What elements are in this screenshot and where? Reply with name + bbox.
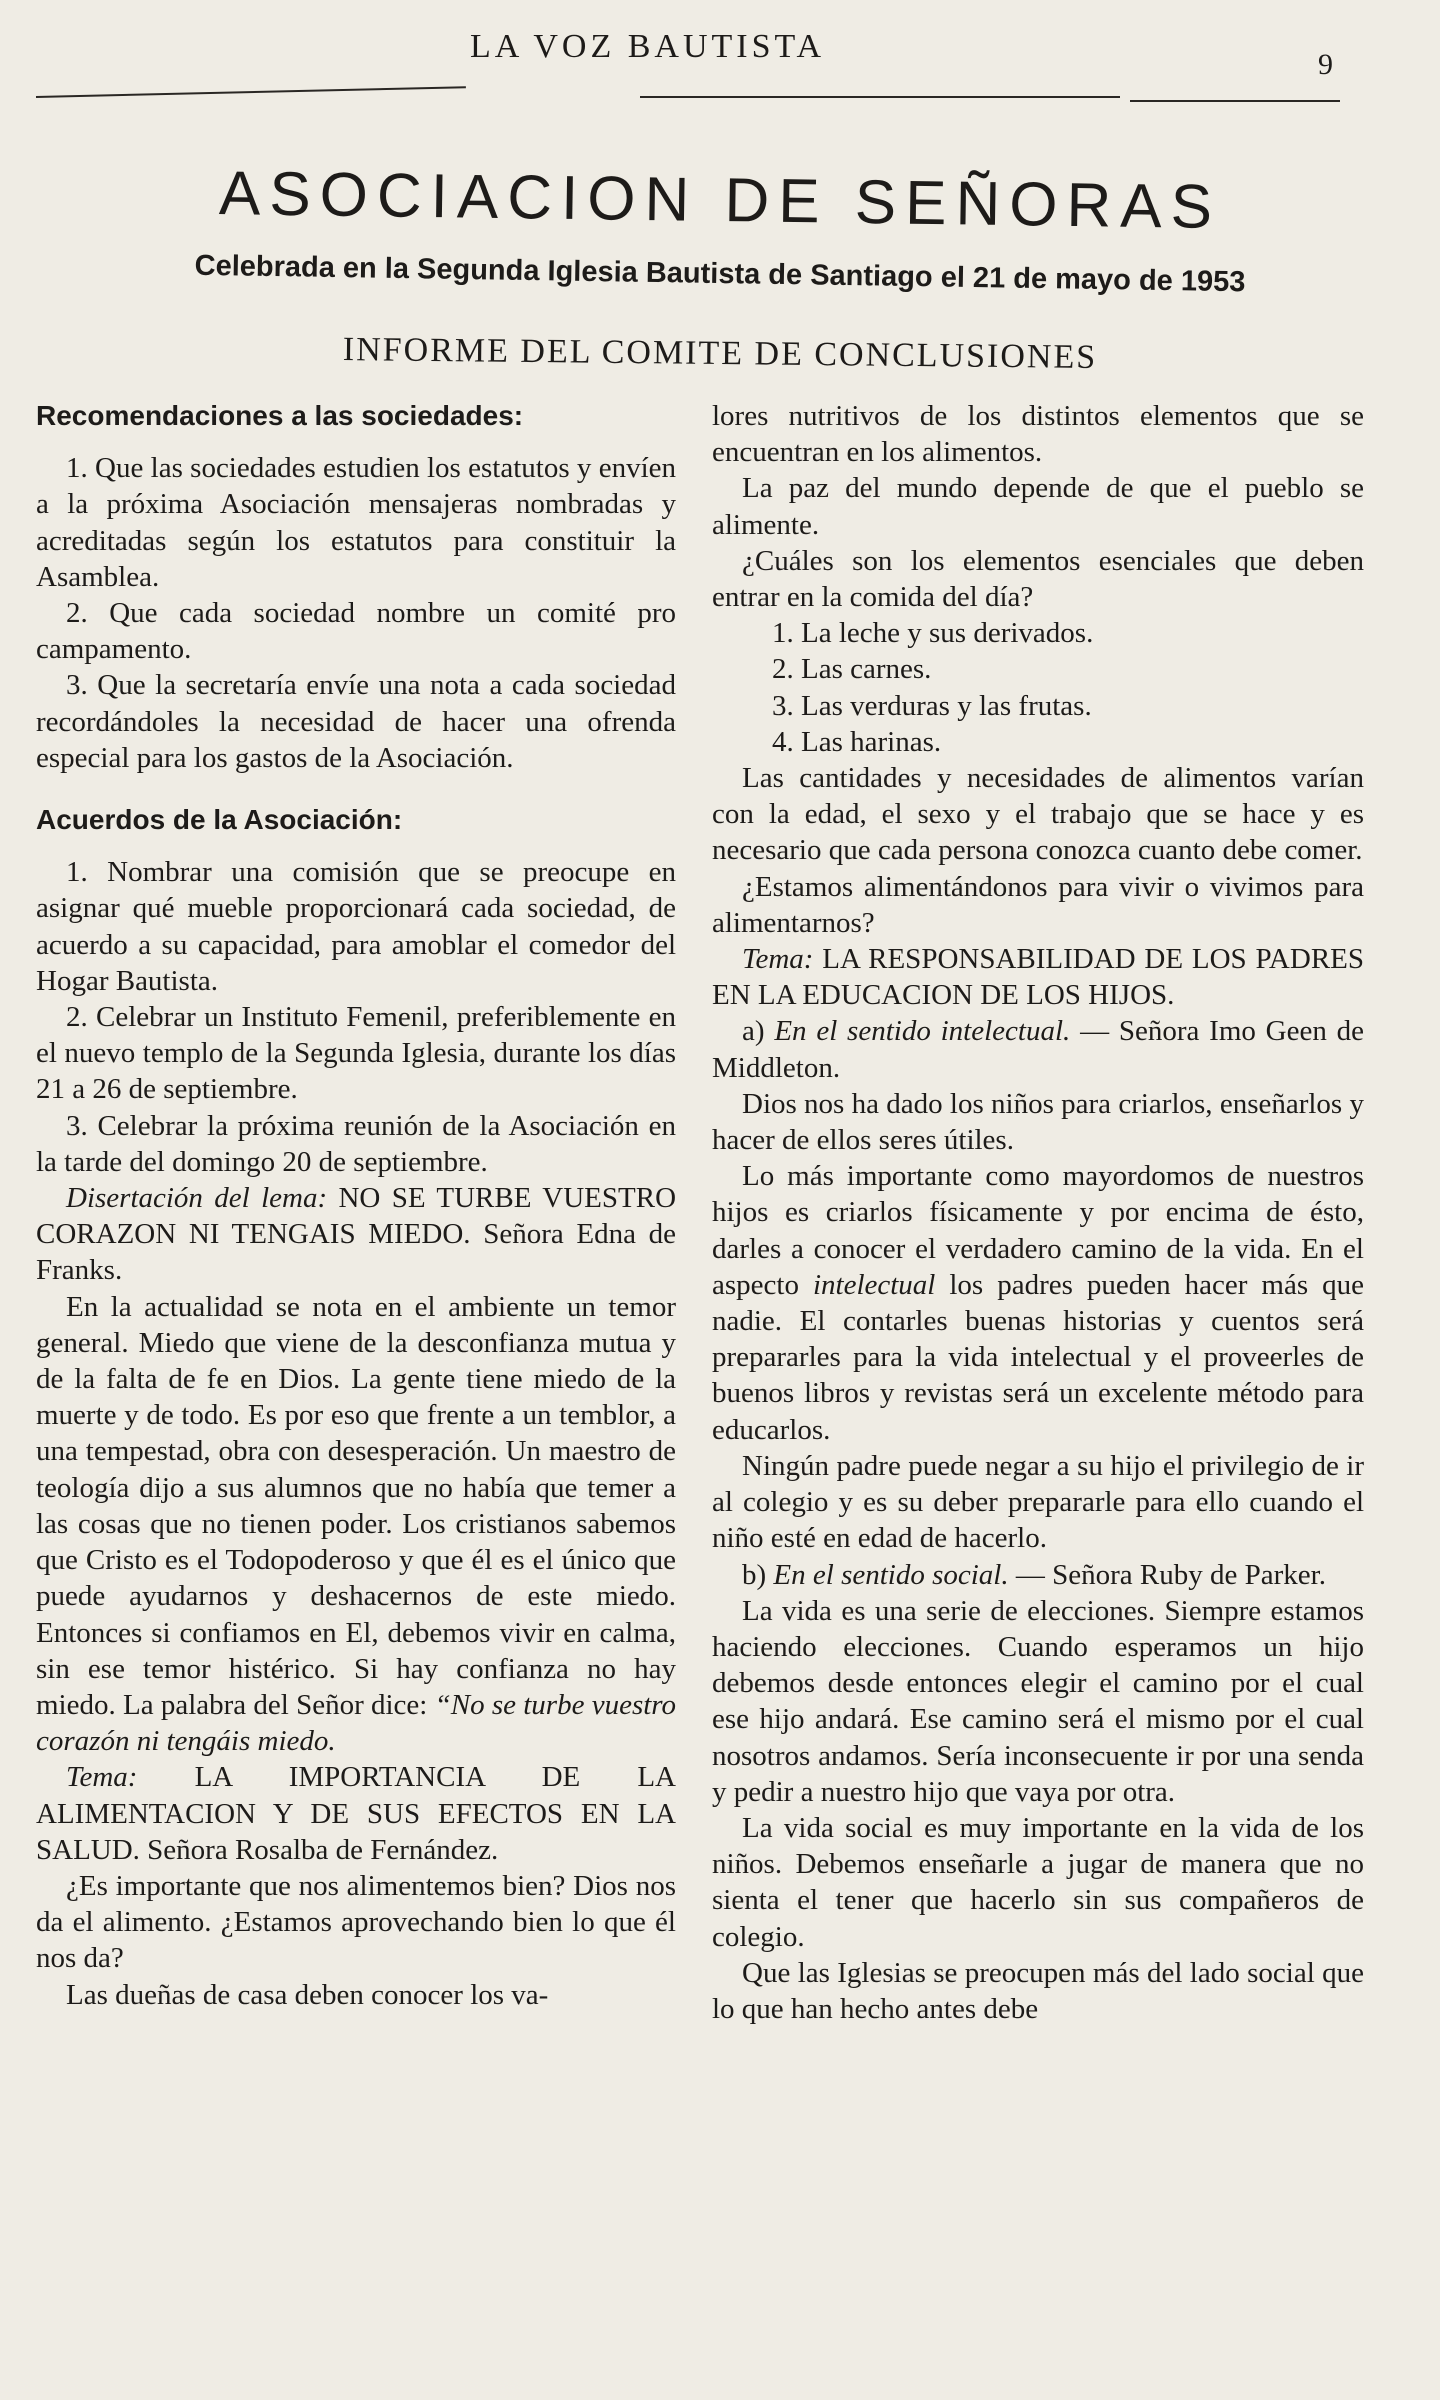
nutrition-paragraph-1: ¿Es importante que nos alimentemos bien? Dios nos da el alimento. ¿Estamos aprovechando bien lo que él nos da? xyxy=(36,1869,676,1975)
dissertation-body xyxy=(36,1289,676,1760)
dissertation-text: En la actualidad se nota en el ambiente un temor general. Miedo que viene de la desconfianza mutua y de la falta de fe en Dios. La gente tiene miedo de la muerte y de todo. Es por eso que frente a un temblor, a una tempestad, obra con desesperación. Un maestro de teología dijo a sus alumnos que no había que temer a las cosas que no tienen poder. Los cristianos sabemos que Cristo es el Todopoderoso y que él es el único que puede ayudarnos y deshacernos de este miedo. Entonces si confiamos en El, debemos vivir en calma, sin ese temor histérico. Si hay confianza no hay miedo. La palabra del Señor dice: xyxy=(36,1290,676,1721)
header-rule-right xyxy=(1130,100,1340,102)
intellectual-sense-marker: a) xyxy=(742,1015,765,1048)
dissertation-quote: “No se turbe vuestro corazón ni tengáis miedo. xyxy=(36,1688,676,1758)
essential-elements-question: ¿Cuáles son los elementos esenciales que deben entrar en la comida del día? xyxy=(712,544,1364,614)
social-paragraph-3: Que las Iglesias se preocupen más del lado social que lo que han hecho antes debe xyxy=(712,1956,1364,2025)
masthead: LA VOZ BAUTISTA xyxy=(470,28,826,65)
nutrition-paragraph-2: Las dueñas de casa deben conocer los va- xyxy=(66,1978,549,2011)
social-sense-speaker: — Señora Ruby de Parker. xyxy=(1015,1558,1326,1591)
intellectual-word: intelectual xyxy=(812,1268,936,1301)
nutrition-paragraph-continued: lores nutritivos de los distintos elementos que se encuentran en los alimentos. xyxy=(712,400,1364,469)
section-heading-recommendations: Recomendaciones a las sociedades: xyxy=(36,400,524,431)
list-item: 2. Las carnes. xyxy=(772,653,932,686)
list-item: 1. La leche y sus derivados. xyxy=(772,617,1094,650)
nutrition-theme-heading xyxy=(36,1759,676,1868)
header-rule-left xyxy=(36,86,466,98)
recommendation-2: 2. Que cada sociedad nombre un comité pro campamento. xyxy=(36,597,676,666)
parents-theme-title: LA RESPONSABILIDAD DE LOS PADRES EN LA EDUCACION DE LOS HIJOS. xyxy=(712,943,1364,1012)
agreement-3: 3. Celebrar la próxima reunión de la Asociación en la tarde del domingo 20 de septiembre. xyxy=(36,1109,676,1178)
list-item: 3. Las verduras y las frutas. xyxy=(772,689,1092,722)
intellectual-paragraph-1: Dios nos ha dado los niños para criarlos, enseñarlos y hacer de ellos seres útiles. xyxy=(712,1087,1364,1157)
parents-theme-heading xyxy=(712,941,1364,1013)
nutrition-theme-label: Tema: xyxy=(66,1761,138,1794)
quantities-paragraph: Las cantidades y necesidades de alimentos varían con la edad, el sexo y el trabajo que se hace y es necesario que cada persona conozca cuanto debe comer. xyxy=(712,762,1364,867)
left-column xyxy=(36,398,676,2013)
intellectual-sense-speaker: — Señora Imo Geen de Middleton. xyxy=(712,1015,1365,1084)
food-elements-list xyxy=(712,615,1364,760)
intellectual-paragraph-2 xyxy=(712,1158,1364,1448)
parents-theme-label: Tema: xyxy=(742,943,814,976)
header-rule-middle xyxy=(640,96,1120,98)
recommendation-1: 1. Que las sociedades estudien los estatutos y envíen a la próxima Asociación mensajeras nombradas y acreditadas según los estatutos para constituir la Asamblea. xyxy=(36,452,676,593)
social-paragraph-1: La vida es una serie de elecciones. Siempre estamos haciendo elecciones. Cuando esperamos un hijo debemos desde entonces elegir el camino por el cual ese hijo andará. Ese camino será el mismo por el cual nosotros andamos. Sería inconsecuente ir por una senda y pedir a nuestro hijo que vaya por otra. xyxy=(712,1594,1364,1808)
dissertation-theme: NO SE TURBE VUESTRO CORAZON NI TENGAIS MIEDO. xyxy=(36,1182,677,1251)
dissertation-label: Disertación del lema: xyxy=(66,1182,328,1215)
list-item: 4. Las harinas. xyxy=(772,725,942,758)
page-number: 9 xyxy=(1318,48,1333,81)
nutrition-theme-speaker: Señora Rosalba de Fernández. xyxy=(147,1833,499,1866)
intellectual-paragraph-2-start: Lo más importante como mayordomos de nuestros hijos es criarlos físicamente y por encima de ésto, darles a conocer el verdadero camino de la vida. En el aspecto xyxy=(712,1160,1364,1301)
right-column xyxy=(712,398,1364,2027)
recommendation-3: 3. Que la secretaría envíe una nota a cada sociedad recordándoles la necesidad de hacer una ofrenda especial para los gastos de la Asociación. xyxy=(36,669,676,774)
social-sense-title: En el sentido social. xyxy=(773,1558,1009,1591)
world-peace-paragraph: La paz del mundo depende de que el pueblo se alimente. xyxy=(712,472,1364,541)
article-title: ASOCIACION DE SEÑORAS xyxy=(218,159,1222,242)
social-sense-heading xyxy=(712,1557,1364,1593)
article-subtitle: Celebrada en la Segunda Iglesia Bautista de Santiago el 21 de mayo de 1953 xyxy=(194,249,1246,299)
dissertation-heading xyxy=(36,1180,676,1289)
live-to-eat-question: ¿Estamos alimentándonos para vivir o vivimos para alimentarnos? xyxy=(712,870,1364,939)
dissertation-speaker: Señora Edna de Franks. xyxy=(36,1218,676,1287)
section-heading-agreements: Acuerdos de la Asociación: xyxy=(36,804,403,836)
agreement-1: 1. Nombrar una comisión que se preocupe en asignar qué mueble proporcionará cada sociedad, de acuerdo a su capacidad, para amoblar el comedor del Hogar Bautista. xyxy=(36,856,676,997)
social-paragraph-2: La vida social es muy importante en la vida de los niños. Debemos enseñarle a jugar de manera que no sienta el tener que hacerlo sin sus compañeros de colegio. xyxy=(712,1811,1364,1953)
nutrition-theme-title: LA IMPORTANCIA DE LA ALIMENTACION Y DE SUS EFECTOS EN LA SALUD. xyxy=(36,1761,676,1866)
social-sense-marker: b) xyxy=(742,1558,767,1591)
agreement-2: 2. Celebrar un Instituto Femenil, preferiblemente en el nuevo templo de la Segunda Iglesia, durante los días 21 a 26 de septiembre. xyxy=(36,1001,676,1106)
report-title: INFORME DEL COMITE DE CONCLUSIONES xyxy=(342,331,1098,376)
intellectual-sense-title: En el sentido intelectual. xyxy=(774,1015,1071,1048)
intellectual-paragraph-3: Ningún padre puede negar a su hijo el privilegio de ir al colegio y es su deber prepararle para ello cuando el niño esté en edad de hacerlo. xyxy=(712,1449,1364,1555)
intellectual-paragraph-2-end: los padres pueden hacer más que nadie. El contarles buenas historias y cuentos será prepararles para la vida intelectual y el proveerles de buenos libros y revistas será un excelente método para educarlos. xyxy=(712,1268,1364,1446)
intellectual-sense-heading xyxy=(712,1013,1364,1085)
